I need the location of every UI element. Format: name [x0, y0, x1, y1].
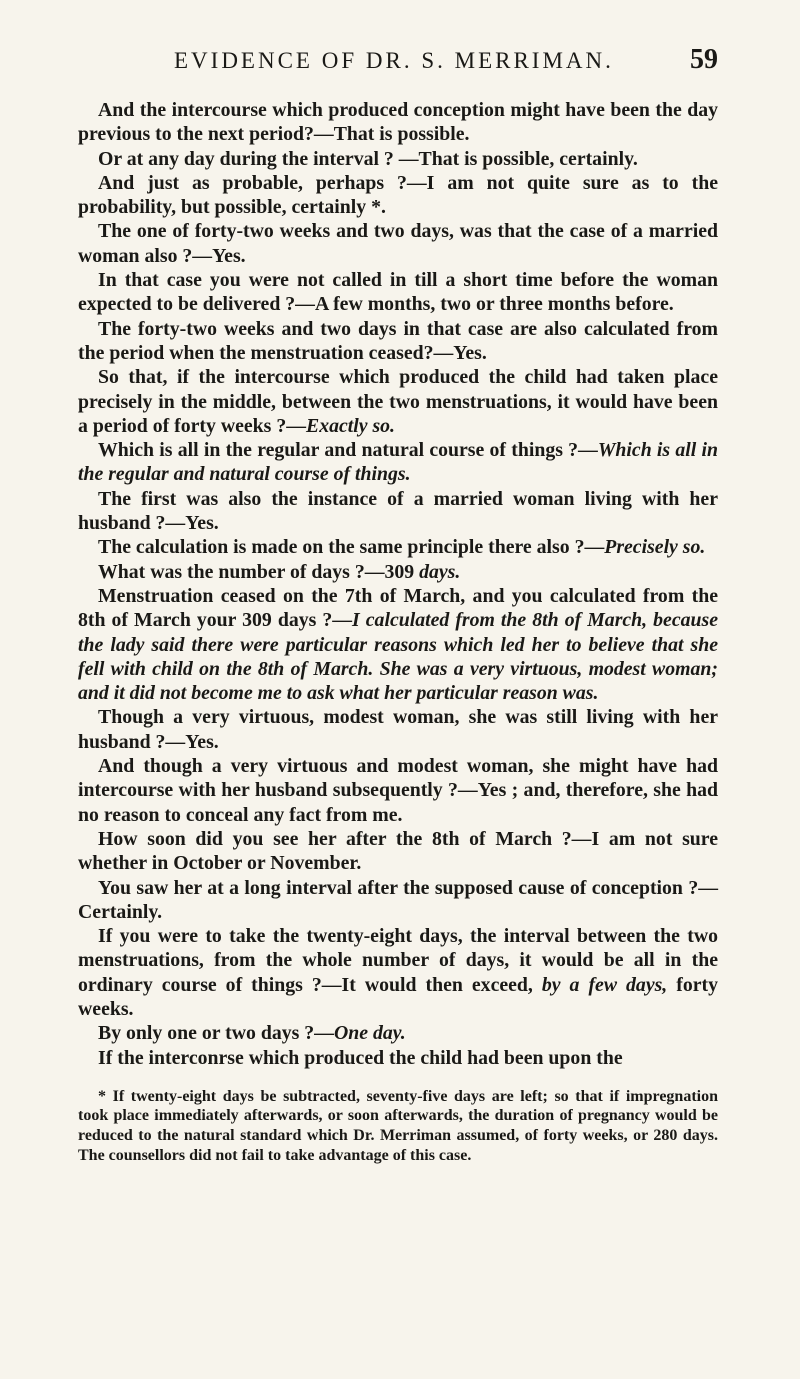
- paragraph: [78, 268, 718, 317]
- paragraph: [78, 365, 718, 438]
- paragraph: [78, 147, 718, 171]
- paragraph-italic-text: by a few days,: [541, 973, 668, 996]
- paragraph-italic-text: One day.: [333, 1022, 406, 1045]
- paragraph: [78, 1046, 718, 1070]
- paragraph-text: Or at any day during the interval ? —That is possible, certainly.: [98, 147, 638, 170]
- footnote-text: * If twenty-eight days be subtracted, seventy-five days are left; so that if impregnation took place immediately afterwards, or soon afterwards, the duration of pregnancy would be reduced to the natural standard which Dr. Merriman assumed, of forty weeks, or 280 days. The counsellors did not fail to take advantage of this case.: [78, 1087, 718, 1164]
- paragraph: [78, 535, 718, 559]
- paragraph-text: And just as probable, perhaps ?—I am not quite sure as to the probability, but possible, certainly *.: [78, 171, 718, 219]
- paragraph: [78, 754, 718, 827]
- paragraph-text: In that case you were not called in till a short time before the woman expected to be delivered ?—A few months, two or three months before.: [78, 269, 718, 316]
- paragraph-italic-text: Which is all in the regular and natural course of things.: [78, 439, 718, 486]
- paragraph-text: So that, if the intercourse which produced the child had taken place precisely in the middle, between the two menstruations, it would have been a period of forty weeks ?—: [78, 366, 718, 437]
- paragraph: [78, 705, 718, 754]
- body-text: [78, 98, 718, 1070]
- paragraph: [78, 584, 718, 705]
- paragraph-text: You saw her at a long interval after the supposed cause of conception ?—Certainly.: [78, 876, 718, 923]
- paragraph: [78, 219, 718, 268]
- paragraph-text: And though a very virtuous and modest woman, she might have had intercourse with her husband subsequently ?—Yes ; and, therefore, she had no reason to conceal any fact from me.: [78, 755, 718, 826]
- paragraph-text: The calculation is made on the same principle there also ?—: [98, 536, 605, 559]
- paragraph: [78, 876, 718, 925]
- paragraph-italic-text: Exactly so.: [306, 414, 396, 437]
- paragraph-text: Which is all in the regular and natural course of things ?—: [98, 439, 598, 462]
- paragraph-text: The first was also the instance of a married woman living with her husband ?—Yes.: [78, 487, 718, 535]
- paragraph-text: The forty-two weeks and two days in that case are also calculated from the period when the menstruation ceased?—Yes.: [78, 317, 718, 364]
- paragraph: [78, 827, 718, 876]
- paragraph-italic-text: Precisely so.: [604, 536, 706, 559]
- paragraph-text: By only one or two days ?—: [98, 1022, 334, 1045]
- running-head: [174, 44, 718, 84]
- paragraph: [78, 98, 718, 147]
- paragraph: [78, 317, 718, 366]
- paragraph: [78, 438, 718, 487]
- paragraph-text: Though a very virtuous, modest woman, she was still living with her husband ?—Yes.: [78, 706, 718, 753]
- paragraph: [78, 171, 718, 220]
- paragraph-text: If the interconrse which produced the child had been upon the: [98, 1046, 623, 1069]
- paragraph: [78, 924, 718, 1021]
- page-number: 59: [690, 44, 718, 75]
- footnote: [78, 1087, 718, 1165]
- paragraph-italic-text: days.: [419, 560, 461, 583]
- paragraph-italic-text: I calculated from the 8th of March, because the lady said there were particular reasons which led her to believe that she fell with child on the 8th of March. She was a very virtuous, modest woman; and it did not become me to ask what her particular reason was.: [78, 609, 718, 705]
- paragraph-text: If you were to take the twenty-eight days, the interval between the two menstruations, from the whole number of days, it would be all in the ordinary course of things ?—It would then exceed,: [78, 925, 718, 996]
- paragraph: [78, 1021, 718, 1045]
- paragraph-text: And the intercourse which produced conception might have been the day previous to the next period?—That is possible.: [78, 99, 718, 146]
- paragraph-text-after: forty weeks.: [78, 973, 718, 1020]
- paragraph-text: Menstruation ceased on the 7th of March, and you calculated from the 8th of March your 309 days ?—: [78, 584, 718, 632]
- paragraph-text: How soon did you see her after the 8th of March ?—I am not sure whether in October or November.: [78, 827, 718, 875]
- paragraph: [78, 487, 718, 536]
- paragraph-text: What was the number of days ?—309: [98, 560, 420, 583]
- paragraph: [78, 560, 718, 584]
- paragraph-text: The one of forty-two weeks and two days, was that the case of a married woman also ?—Yes.: [78, 220, 718, 267]
- running-title: EVIDENCE OF DR. S. MERRIMAN.: [174, 48, 614, 73]
